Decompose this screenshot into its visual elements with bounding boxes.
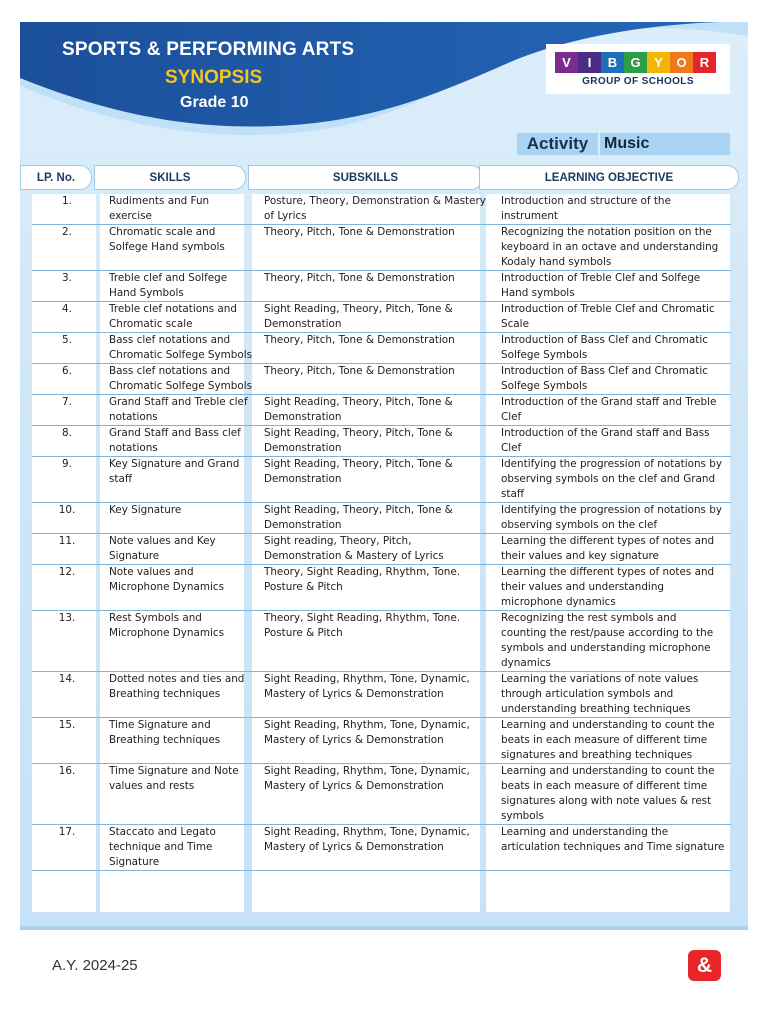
table-row [32,457,731,503]
academic-year: A.Y. 2024-25 [52,957,138,974]
learning-objective-cell-text: Learning the variations of note values through articulation symbols and understanding breathing techniques [501,673,699,715]
learning-objective-cell-text: Introduction of Treble Clef and Solfege Hand symbols [501,272,701,299]
learning-objective-cell [495,672,731,718]
lp-number-cell-text: 17. [58,826,76,838]
learning-objective-cell [495,825,731,871]
learning-objective-cell-text: Learning and understanding to count the beats in each measure of different time signatures along with note values & rest symbols [501,765,715,822]
header-subskills: SUBSKILLS [248,165,483,190]
learning-objective-cell [495,503,731,534]
skill-cell [102,457,258,503]
lp-number-cell [32,565,102,611]
lp-number-cell-text: 14. [58,673,76,685]
lp-number-cell-text: 2. [62,226,72,238]
lp-number-cell [32,534,102,565]
subskill-cell [258,718,495,764]
skill-cell-text: Dotted notes and ties and Breathing techniques [109,673,245,700]
skill-cell [102,271,258,302]
lp-number-cell [32,718,102,764]
lp-number-cell-text: 12. [58,566,76,578]
header-title: SPORTS & PERFORMING ARTS [62,39,355,60]
subskill-cell-text: Sight reading, Theory, Pitch, Demonstration & Mastery of Lyrics [264,535,444,562]
skill-cell [102,194,258,225]
synopsis-sheet [20,22,748,926]
skill-cell-text: Chromatic scale and Solfege Hand symbols [109,226,225,253]
skill-cell-text: Rudiments and Fun exercise [109,195,210,222]
learning-objective-cell-text: Learning and understanding the articulation techniques and Time signature [501,826,725,853]
learning-objective-cell [495,426,731,457]
learning-objective-cell-text: Introduction of Bass Clef and Chromatic Solfege Symbols [501,365,708,392]
synopsis-table [32,194,731,871]
learning-objective-cell-text: Recognizing the notation position on the keyboard in an octave and understanding Kodaly hand symbols [501,226,719,268]
subskill-cell [258,534,495,565]
lp-number-cell-text: 7. [62,396,72,408]
skill-cell [102,364,258,395]
lp-number-cell [32,503,102,534]
table-row [32,333,731,364]
subskill-cell-text: Theory, Sight Reading, Rhythm, Tone. Posture & Pitch [264,566,461,593]
skill-cell-text: Bass clef notations and Chromatic Solfege Symbols [109,365,253,392]
learning-objective-cell-text: Learning and understanding to count the beats in each measure of different time signatures and breathing techniques [501,719,715,761]
learning-objective-cell-text: Introduction of Bass Clef and Chromatic Solfege Symbols [501,334,708,361]
lp-number-cell [32,825,102,871]
skill-cell [102,333,258,364]
subskill-cell-text: Sight Reading, Theory, Pitch, Tone & Demonstration [264,396,453,423]
table-row [32,271,731,302]
logo-wordmark [555,52,716,73]
learning-objective-cell-text: Learning the different types of notes and their values and understanding microphone dynamics [501,566,715,608]
learning-objective-cell [495,718,731,764]
skill-cell-text: Grand Staff and Treble clef notations [109,396,248,423]
lp-number-cell-text: 9. [62,458,72,470]
skill-cell [102,611,258,672]
subskill-cell [258,672,495,718]
header-learning-objective: LEARNING OBJECTIVE [479,165,739,190]
skill-cell [102,302,258,333]
learning-objective-cell [495,271,731,302]
logo-letter: B [601,52,624,73]
subskill-cell-text: Theory, Pitch, Tone & Demonstration [264,334,455,346]
activity-label: Activity [517,133,598,155]
lp-number-cell [32,302,102,333]
subskill-cell [258,395,495,426]
skill-cell [102,395,258,426]
logo-letter: O [670,52,693,73]
subskill-cell [258,364,495,395]
table-row [32,225,731,271]
learning-objective-cell [495,534,731,565]
table-row [32,534,731,565]
table-row [32,302,731,333]
logo-letter: Y [647,52,670,73]
skill-cell [102,426,258,457]
table-row [32,565,731,611]
skill-cell [102,672,258,718]
lp-number-cell-text: 6. [62,365,72,377]
lp-number-cell-text: 11. [58,535,76,547]
learning-objective-cell-text: Introduction of the Grand staff and Treble Clef [501,396,717,423]
skill-cell-text: Treble clef and Solfege Hand Symbols [109,272,228,299]
subskill-cell-text: Sight Reading, Theory, Pitch, Tone & Demonstration [264,427,453,454]
header-skills: SKILLS [94,165,246,190]
lp-number-cell [32,225,102,271]
subskill-cell-text: Sight Reading, Rhythm, Tone, Dynamic, Mastery of Lyrics & Demonstration [264,826,470,853]
subskill-cell [258,825,495,871]
lp-number-cell-text: 4. [62,303,72,315]
lp-number-cell [32,333,102,364]
lp-number-cell-text: 3. [62,272,72,284]
lp-number-cell [32,611,102,672]
learning-objective-cell [495,395,731,426]
table-row [32,194,731,225]
lp-number-cell [32,364,102,395]
subskill-cell-text: Sight Reading, Theory, Pitch, Tone & Demonstration [264,458,453,485]
subskill-cell-text: Sight Reading, Theory, Pitch, Tone & Demonstration [264,504,453,531]
table-row [32,395,731,426]
subskill-cell-text: Theory, Pitch, Tone & Demonstration [264,226,455,238]
logo-letter: I [578,52,601,73]
activity-value: Music [600,133,730,155]
lp-number-cell-text: 1. [62,195,72,207]
skill-cell [102,764,258,825]
subskill-cell [258,611,495,672]
lp-number-cell-text: 15. [58,719,76,731]
subskill-cell-text: Sight Reading, Rhythm, Tone, Dynamic, Mastery of Lyrics & Demonstration [264,719,470,746]
subskill-cell-text: Theory, Pitch, Tone & Demonstration [264,272,455,284]
logo-subtitle: GROUP OF SCHOOLS [582,76,694,87]
grade-label: Grade 10 [180,94,249,111]
subskill-cell [258,333,495,364]
subskill-cell [258,764,495,825]
skill-cell-text: Note values and Key Signature [109,535,216,562]
lp-number-cell [32,457,102,503]
skill-cell-text: Note values and Microphone Dynamics [109,566,225,593]
table-row [32,611,731,672]
lp-number-cell-text: 13. [58,612,76,624]
skill-cell [102,565,258,611]
learning-objective-cell-text: Identifying the progression of notations by observing symbols on the clef [501,504,723,531]
learning-objective-cell [495,333,731,364]
skill-cell [102,503,258,534]
subskill-cell-text: Theory, Pitch, Tone & Demonstration [264,365,455,377]
lp-number-cell [32,764,102,825]
footer-band [20,926,748,930]
lp-number-cell-text: 10. [58,504,76,516]
logo-letter: V [555,52,578,73]
lp-number-cell [32,194,102,225]
skill-cell-text: Rest Symbols and Microphone Dynamics [109,612,225,639]
learning-objective-cell [495,364,731,395]
skill-cell-text: Staccato and Legato technique and Time Signature [109,826,216,868]
header-subtitle: SYNOPSIS [165,67,263,88]
subskill-cell-text: Theory, Sight Reading, Rhythm, Tone. Posture & Pitch [264,612,461,639]
skill-cell-text: Key Signature and Grand staff [109,458,240,485]
learning-objective-cell-text: Identifying the progression of notations by observing symbols on the clef and Grand staff [501,458,723,500]
lp-number-cell [32,426,102,457]
skill-cell [102,534,258,565]
subskill-cell [258,271,495,302]
skill-cell-text: Grand Staff and Bass clef notations [109,427,241,454]
learning-objective-cell [495,565,731,611]
subskill-cell [258,503,495,534]
logo-letter: G [624,52,647,73]
table-row [32,718,731,764]
subskill-cell [258,457,495,503]
skill-cell [102,225,258,271]
lp-number-cell-text: 16. [58,765,76,777]
brand-logo: & [688,950,721,981]
subskill-cell [258,225,495,271]
skill-cell-text: Time Signature and Breathing techniques [109,719,221,746]
table-row [32,364,731,395]
subskill-cell [258,565,495,611]
subskill-cell-text: Posture, Theory, Demonstration & Mastery of Lyrics [264,195,486,222]
learning-objective-cell-text: Introduction of the Grand staff and Bass Clef [501,427,710,454]
lp-number-cell [32,672,102,718]
table-row [32,672,731,718]
skill-cell-text: Key Signature [109,504,182,516]
learning-objective-cell [495,302,731,333]
learning-objective-cell [495,194,731,225]
learning-objective-cell [495,611,731,672]
skill-cell [102,825,258,871]
table-row [32,426,731,457]
lp-number-cell [32,395,102,426]
table-row [32,825,731,871]
skill-cell-text: Bass clef notations and Chromatic Solfege Symbols [109,334,253,361]
skill-cell-text: Treble clef notations and Chromatic scale [109,303,237,330]
lp-number-cell-text: 5. [62,334,72,346]
skill-cell-text: Time Signature and Note values and rests [109,765,239,792]
subskill-cell-text: Sight Reading, Theory, Pitch, Tone & Demonstration [264,303,453,330]
subskill-cell-text: Sight Reading, Rhythm, Tone, Dynamic, Mastery of Lyrics & Demonstration [264,673,470,700]
lp-number-cell [32,271,102,302]
subskill-cell [258,426,495,457]
learning-objective-cell [495,225,731,271]
skill-cell [102,718,258,764]
table-row [32,503,731,534]
subskill-cell [258,194,495,225]
table-row [32,764,731,825]
header-lp-no: LP. No. [20,165,92,190]
learning-objective-cell-text: Learning the different types of notes and their values and key signature [501,535,715,562]
learning-objective-cell [495,764,731,825]
logo-letter: R [693,52,716,73]
school-logo [546,44,730,94]
learning-objective-cell-text: Recognizing the rest symbols and counting the rest/pause according to the symbols and understanding microphone dynamics [501,612,714,669]
learning-objective-cell [495,457,731,503]
learning-objective-cell-text: Introduction and structure of the instrument [501,195,671,222]
subskill-cell [258,302,495,333]
lp-number-cell-text: 8. [62,427,72,439]
learning-objective-cell-text: Introduction of Treble Clef and Chromatic Scale [501,303,715,330]
subskill-cell-text: Sight Reading, Rhythm, Tone, Dynamic, Mastery of Lyrics & Demonstration [264,765,470,792]
